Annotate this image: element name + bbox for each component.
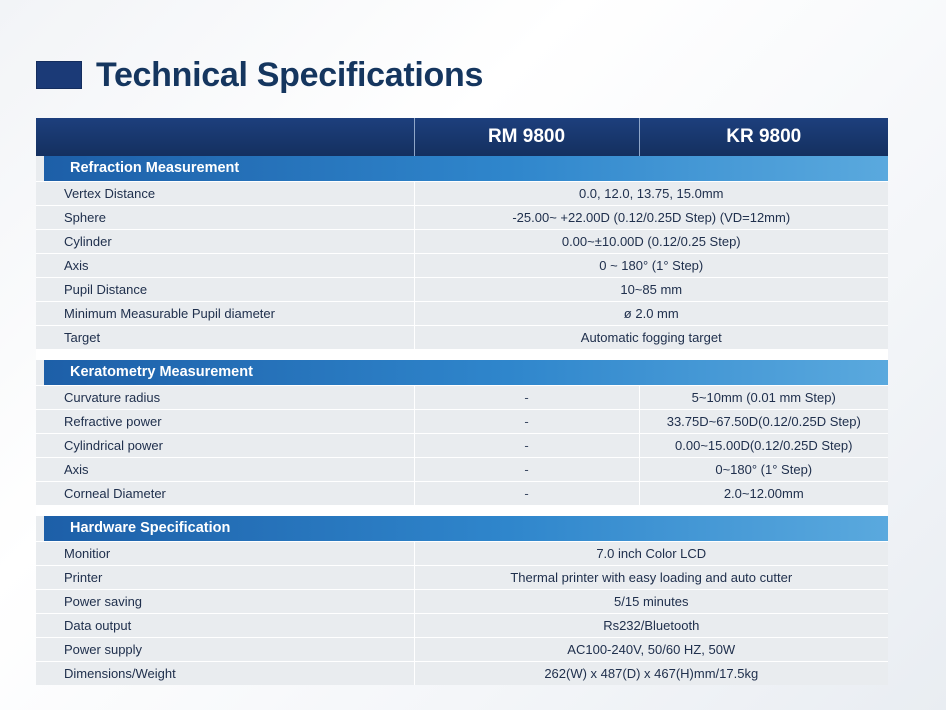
section-title: Refraction Measurement (44, 156, 888, 181)
spec-value-kr9800: 2.0~12.00mm (639, 482, 888, 506)
spec-label: Refractive power (36, 410, 414, 434)
table-row (36, 206, 888, 230)
column-header-blank (36, 118, 414, 156)
spec-label: Cylinder (36, 230, 414, 254)
table-row (36, 410, 888, 434)
spec-value-shared: 5/15 minutes (414, 590, 888, 614)
spec-label: Cylindrical power (36, 434, 414, 458)
section-title: Keratometry Measurement (44, 360, 888, 385)
table-row (36, 254, 888, 278)
column-header-rm9800: RM 9800 (414, 118, 639, 156)
table-row (36, 614, 888, 638)
spec-value-kr9800: 33.75D~67.50D(0.12/0.25D Step) (639, 410, 888, 434)
spec-label: Target (36, 326, 414, 350)
table-row (36, 302, 888, 326)
table-section-header-row (36, 156, 888, 182)
table-section-header-row (36, 516, 888, 542)
table-row (36, 662, 888, 686)
spec-label: Vertex Distance (36, 182, 414, 206)
spec-value-shared: -25.00~ +22.00D (0.12/0.25D Step) (VD=12mm) (414, 206, 888, 230)
spec-label: Sphere (36, 206, 414, 230)
spec-value-shared: Automatic fogging target (414, 326, 888, 350)
table-header-row (36, 118, 888, 156)
spec-label: Axis (36, 254, 414, 278)
spec-value-shared: 0.00~±10.00D (0.12/0.25 Step) (414, 230, 888, 254)
section-title: Hardware Specification (44, 516, 888, 541)
table-row (36, 566, 888, 590)
spec-value-shared: AC100-240V, 50/60 HZ, 50W (414, 638, 888, 662)
table-row (36, 278, 888, 302)
table-row (36, 638, 888, 662)
spec-value-kr9800: 0.00~15.00D(0.12/0.25D Step) (639, 434, 888, 458)
table-row (36, 482, 888, 506)
spec-value-shared: 0 ~ 180° (1° Step) (414, 254, 888, 278)
page-title-row (36, 58, 483, 92)
table-section-header-cell (36, 156, 888, 182)
table-row (36, 326, 888, 350)
spec-label: Corneal Diameter (36, 482, 414, 506)
table-row (36, 542, 888, 566)
spec-value-shared: 10~85 mm (414, 278, 888, 302)
table-section-spacer-cell (36, 506, 888, 517)
table-section-spacer (36, 350, 888, 361)
spec-label: Curvature radius (36, 386, 414, 410)
spec-value-rm9800: - (414, 410, 639, 434)
spec-value-rm9800: - (414, 458, 639, 482)
spec-value-shared: 262(W) x 487(D) x 467(H)mm/17.5kg (414, 662, 888, 686)
spec-label: Monitior (36, 542, 414, 566)
spec-label: Pupil Distance (36, 278, 414, 302)
spec-label: Axis (36, 458, 414, 482)
table-section-spacer-cell (36, 350, 888, 361)
spec-value-shared: 0.0, 12.0, 13.75, 15.0mm (414, 182, 888, 206)
spec-value-rm9800: - (414, 386, 639, 410)
table-section-spacer (36, 506, 888, 517)
spec-label: Data output (36, 614, 414, 638)
table-row (36, 230, 888, 254)
table-section-header-cell (36, 360, 888, 386)
table-body (36, 156, 888, 685)
spec-label: Minimum Measurable Pupil diameter (36, 302, 414, 326)
spec-value-shared: Thermal printer with easy loading and auto cutter (414, 566, 888, 590)
page-title: Technical Specifications (96, 56, 484, 94)
spec-value-rm9800: - (414, 434, 639, 458)
spec-label: Power supply (36, 638, 414, 662)
table-row (36, 458, 888, 482)
column-header-kr9800: KR 9800 (639, 118, 888, 156)
spec-label: Printer (36, 566, 414, 590)
table-row (36, 386, 888, 410)
spec-value-shared: 7.0 inch Color LCD (414, 542, 888, 566)
spec-value-shared: Rs232/Bluetooth (414, 614, 888, 638)
spec-value-rm9800: - (414, 482, 639, 506)
table-section-header-row (36, 360, 888, 386)
specifications-table (36, 118, 888, 685)
table-row (36, 590, 888, 614)
table-row (36, 182, 888, 206)
table-header (36, 118, 888, 156)
title-marker-icon (36, 61, 82, 89)
spec-value-kr9800: 5~10mm (0.01 mm Step) (639, 386, 888, 410)
table-row (36, 434, 888, 458)
spec-label: Dimensions/Weight (36, 662, 414, 686)
spec-label: Power saving (36, 590, 414, 614)
spec-value-shared: ø 2.0 mm (414, 302, 888, 326)
spec-value-kr9800: 0~180° (1° Step) (639, 458, 888, 482)
table-section-header-cell (36, 516, 888, 542)
